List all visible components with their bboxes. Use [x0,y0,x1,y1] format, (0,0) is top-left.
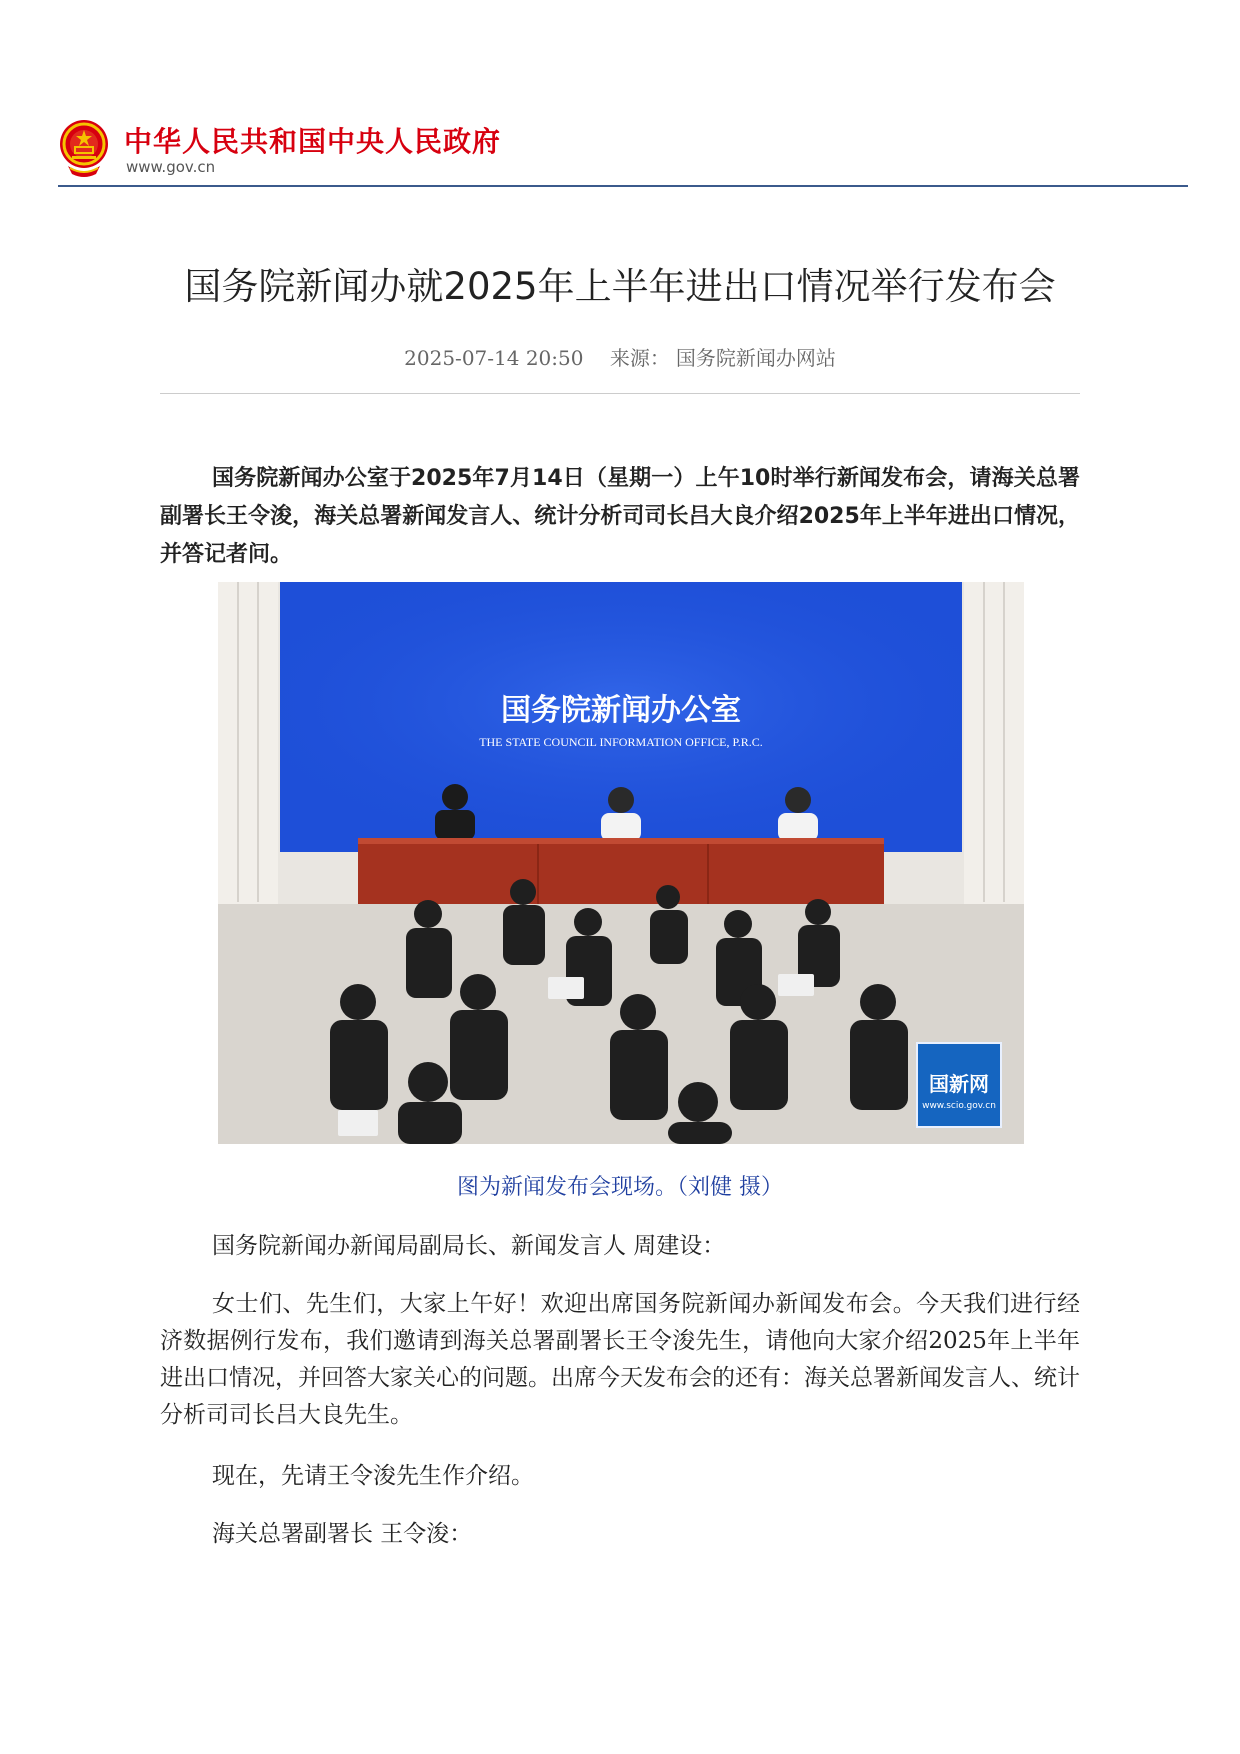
body-paragraph-welcome: 女士们、先生们，大家上午好！欢迎出席国务院新闻办新闻发布会。今天我们进行经济数据例行发布，我们邀请到海关总署副署长王令浚先生，请他向大家介绍2025年上半年进出口情况，并回答大家关心的问题。出席今天发布会的还有：海关总署新闻发言人、统计分析司司长吕大良先生。 [160,1291,1080,1428]
backdrop-subtitle: THE STATE COUNCIL INFORMATION OFFICE, P.R.C. [479,735,763,749]
article-meta [160,342,1080,371]
watermark-url: www.scio.gov.cn [922,1101,996,1111]
header-divider [58,185,1188,187]
national-emblem-icon [58,118,110,178]
backdrop-title: 国务院新闻办公室 [501,693,741,728]
site-name[interactable]: 中华人民共和国中央人民政府 [124,125,502,158]
site-url[interactable]: www.gov.cn [126,158,216,176]
site-header [58,118,1188,188]
article-datetime: 2025-07-14 20:50 [404,346,584,370]
speaker-line-wang: 海关总署副署长 王令浚： [212,1521,473,1547]
source-label: 来源： [609,346,670,370]
meta-divider [160,393,1080,394]
watermark-title: 国新网 [929,1072,989,1096]
body-paragraph-intro: 现在，先请王令浚先生作介绍。 [212,1463,534,1489]
article-title: 国务院新闻办就2025年上半年进出口情况举行发布会 [184,265,1056,308]
source-value[interactable]: 国务院新闻办网站 [675,346,836,370]
photo-caption: 图为新闻发布会现场。（刘健 摄） [457,1175,783,1200]
article-source [610,346,836,370]
article-lead: 国务院新闻办公室于2025年7月14日（星期一）上午10时举行新闻发布会，请海关总署副署长王令浚，海关总署新闻发言人、统计分析司司长吕大良介绍2025年上半年进出口情况，并答记者问。 [160,466,1080,567]
watermark-badge [916,1042,1002,1128]
press-conference-photo [218,582,1024,1144]
speaker-line-zhou: 国务院新闻办新闻局副局长、新闻发言人 周建设： [212,1233,726,1259]
